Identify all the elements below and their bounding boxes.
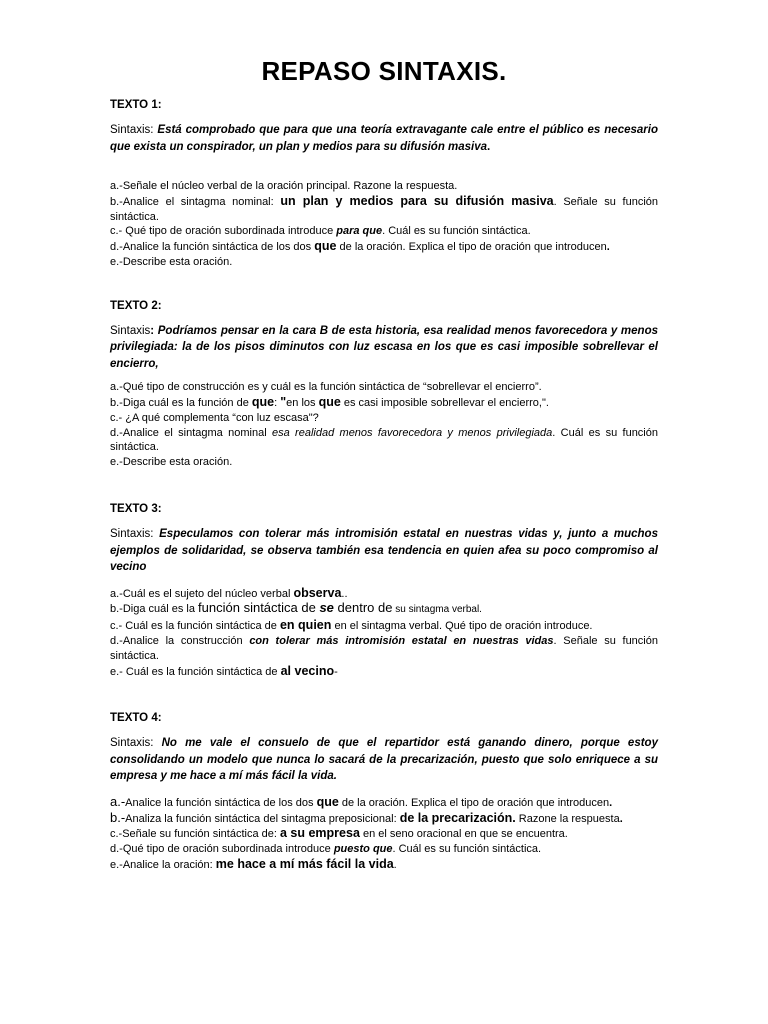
- question-a: [110, 586, 658, 602]
- sentence-label: Sintaxis:: [110, 737, 162, 750]
- question-text: e.-Describe esta oración.: [110, 255, 233, 268]
- question-d: [110, 426, 658, 456]
- question-list: [110, 179, 658, 270]
- question-text: .: [606, 241, 610, 254]
- sentence-label: Sintaxis:: [110, 528, 160, 541]
- analysis-sentence: [110, 323, 658, 373]
- question-c: [110, 826, 658, 842]
- question-c: [110, 224, 658, 239]
- question-text: . Cuál es su función sintáctica.: [392, 843, 542, 856]
- highlighted-phrase: me hace a mí más fácil la vida: [215, 857, 394, 872]
- highlighted-phrase: esa realidad menos favorecedora y menos privilegiada: [271, 426, 553, 439]
- texto-1-section: [110, 99, 658, 270]
- question-text: d.-Analice el sintagma nominal: [110, 426, 272, 439]
- highlighted-phrase: que: [318, 395, 341, 410]
- question-text: Analiza la función sintáctica del sintagma preposicional:: [125, 812, 400, 825]
- question-text: . Cuál es su función sintáctica.: [110, 426, 658, 454]
- question-text: .: [393, 859, 397, 872]
- question-text: e.-Analice la oración:: [110, 859, 216, 872]
- section-heading: TEXTO 1:: [110, 99, 162, 111]
- question-letter: b.-: [110, 809, 126, 825]
- analysis-sentence: [110, 122, 658, 155]
- question-b: [110, 811, 658, 827]
- question-a: [110, 380, 658, 395]
- question-text: ..: [341, 587, 348, 600]
- highlighted-phrase: que: [316, 794, 339, 809]
- question-text: e.-Describe esta oración.: [110, 456, 233, 469]
- question-d: [110, 239, 658, 255]
- question-text: d.-Analice la función sintáctica de los dos: [110, 241, 315, 254]
- highlighted-phrase: de la precarización.: [399, 810, 516, 825]
- question-text: e.- Cuál es la función sintáctica de: [110, 665, 281, 678]
- question-text: c.- Cuál es la función sintáctica de: [110, 620, 280, 633]
- question-b: [110, 194, 658, 225]
- question-text: su sintagma verbal.: [392, 604, 482, 616]
- sentence-label: Sintaxis:: [110, 124, 158, 136]
- question-list: [110, 795, 658, 873]
- highlighted-phrase: a su empresa: [279, 826, 360, 841]
- question-list: [110, 380, 658, 470]
- sentence-text: Está comprobado que para que una teoría extravagante cale entre el público es necesario que exista un conspirador, un plan y medios para su difusión masiva: [110, 124, 658, 153]
- question-a: [110, 795, 658, 811]
- highlighted-phrase: puesto que: [333, 843, 393, 856]
- question-text: :: [274, 397, 281, 410]
- highlighted-phrase: dentro de: [333, 600, 393, 616]
- texto-2-section: [110, 300, 658, 470]
- question-b: [110, 601, 658, 618]
- question-e: [110, 857, 658, 873]
- section-heading: TEXTO 4:: [110, 712, 162, 725]
- question-text: a.-Señale el núcleo verbal de la oración principal. Razone la respuesta.: [110, 180, 458, 192]
- question-e: [110, 255, 658, 270]
- sentence-text: No me vale el consuelo de que el repartidor está ganando dinero, porque estoy consolidando un modelo que nunca lo sacará de la precarización, puesto que solo enriquece a su empresa y me hace a mí más fácil la vida.: [110, 737, 658, 783]
- highlighted-phrase: con tolerar más intromisión estatal en nuestras vidas: [249, 634, 554, 647]
- question-text: es casi imposible sobrellevar el encierro,".: [340, 397, 549, 410]
- question-text: en el sintagma verbal. Qué tipo de oración introduce.: [331, 620, 593, 633]
- question-text: Razone la respuesta: [515, 812, 620, 825]
- question-e: [110, 664, 658, 680]
- question-text: .: [609, 796, 613, 809]
- question-text: de la oración. Explica el tipo de oración que introducen: [338, 796, 610, 809]
- analysis-sentence: [110, 735, 658, 785]
- question-a: [110, 179, 658, 194]
- question-text: c.-Señale su función sintáctica de:: [110, 828, 280, 841]
- highlighted-phrase: un plan y medios para su difusión masiva: [280, 193, 554, 208]
- question-text: -: [334, 665, 338, 678]
- question-c: [110, 411, 658, 426]
- question-list: [110, 586, 658, 680]
- section-heading: TEXTO 2:: [110, 299, 162, 312]
- question-text: b.-Diga cuál es la función de: [110, 397, 252, 410]
- highlighted-phrase: al vecino: [280, 663, 335, 678]
- section-heading: TEXTO 3:: [110, 503, 162, 516]
- question-e: [110, 455, 658, 470]
- document-title: REPASO SINTAXIS.: [261, 56, 507, 86]
- highlighted-phrase: se: [319, 600, 334, 616]
- question-text: c.- Qué tipo de oración subordinada introduce: [110, 225, 337, 238]
- question-text: d.-Analice la construcción: [110, 634, 250, 647]
- question-text: en el seno oracional en que se encuentra.: [359, 828, 568, 841]
- question-text: a.-Qué tipo de construcción es y cuál es la función sintáctica de “sobrellevar el encierro”.: [110, 381, 542, 394]
- question-text: ": [280, 395, 287, 410]
- question-text: .: [619, 812, 623, 825]
- question-text: b.-Diga cuál es la: [110, 603, 199, 616]
- question-text: a.-Cuál es el sujeto del núcleo verbal: [110, 587, 294, 600]
- highlighted-phrase: en quien: [279, 618, 332, 633]
- question-text: c.- ¿A qué complementa “con luz escasa"?: [110, 411, 319, 424]
- question-letter: a.-: [110, 793, 126, 809]
- texto-4-section: [110, 712, 658, 872]
- question-b: [110, 395, 658, 411]
- analysis-sentence: [110, 526, 658, 576]
- question-d: [110, 634, 658, 664]
- highlighted-phrase: observa: [293, 585, 342, 600]
- sentence-text: Especulamos con tolerar más intromisión estatal en nuestras vidas y, junto a muchos ejemplos de solidaridad, se observa también esa tendencia en quien afea su poco compromiso al vecino: [110, 528, 658, 574]
- question-text: de la oración. Explica el tipo de oración que introducen: [336, 241, 607, 254]
- sentence-text: Podríamos pensar en la cara B de esta historia, esa realidad menos favorecedora y menos privilegiada: la de los pisos diminutos con luz escasa en los que es casi imposible sobrellevar el encierro,: [110, 324, 658, 370]
- texto-3-section: [110, 503, 658, 679]
- sentence-label-colon: :: [150, 324, 158, 337]
- question-d: [110, 842, 658, 857]
- highlighted-phrase: función sintáctica de: [198, 600, 320, 616]
- highlighted-phrase: que: [314, 239, 337, 254]
- highlighted-phrase: para que: [336, 225, 383, 238]
- question-c: [110, 618, 658, 634]
- sentence-label: Sintaxis: [110, 324, 151, 337]
- sentence-end: .: [487, 140, 491, 153]
- question-text: . Cuál es su función sintáctica.: [382, 225, 531, 238]
- highlighted-phrase: que: [251, 395, 275, 410]
- question-text: Analice la función sintáctica de los dos: [125, 796, 317, 809]
- question-text: en los: [286, 397, 319, 410]
- question-text: b.-Analice el sintagma nominal:: [110, 195, 281, 208]
- question-text: . Señale su función sintáctica.: [110, 195, 658, 223]
- question-text: . Señale su función sintáctica.: [110, 634, 658, 662]
- question-text: d.-Qué tipo de oración subordinada introduce: [110, 843, 334, 856]
